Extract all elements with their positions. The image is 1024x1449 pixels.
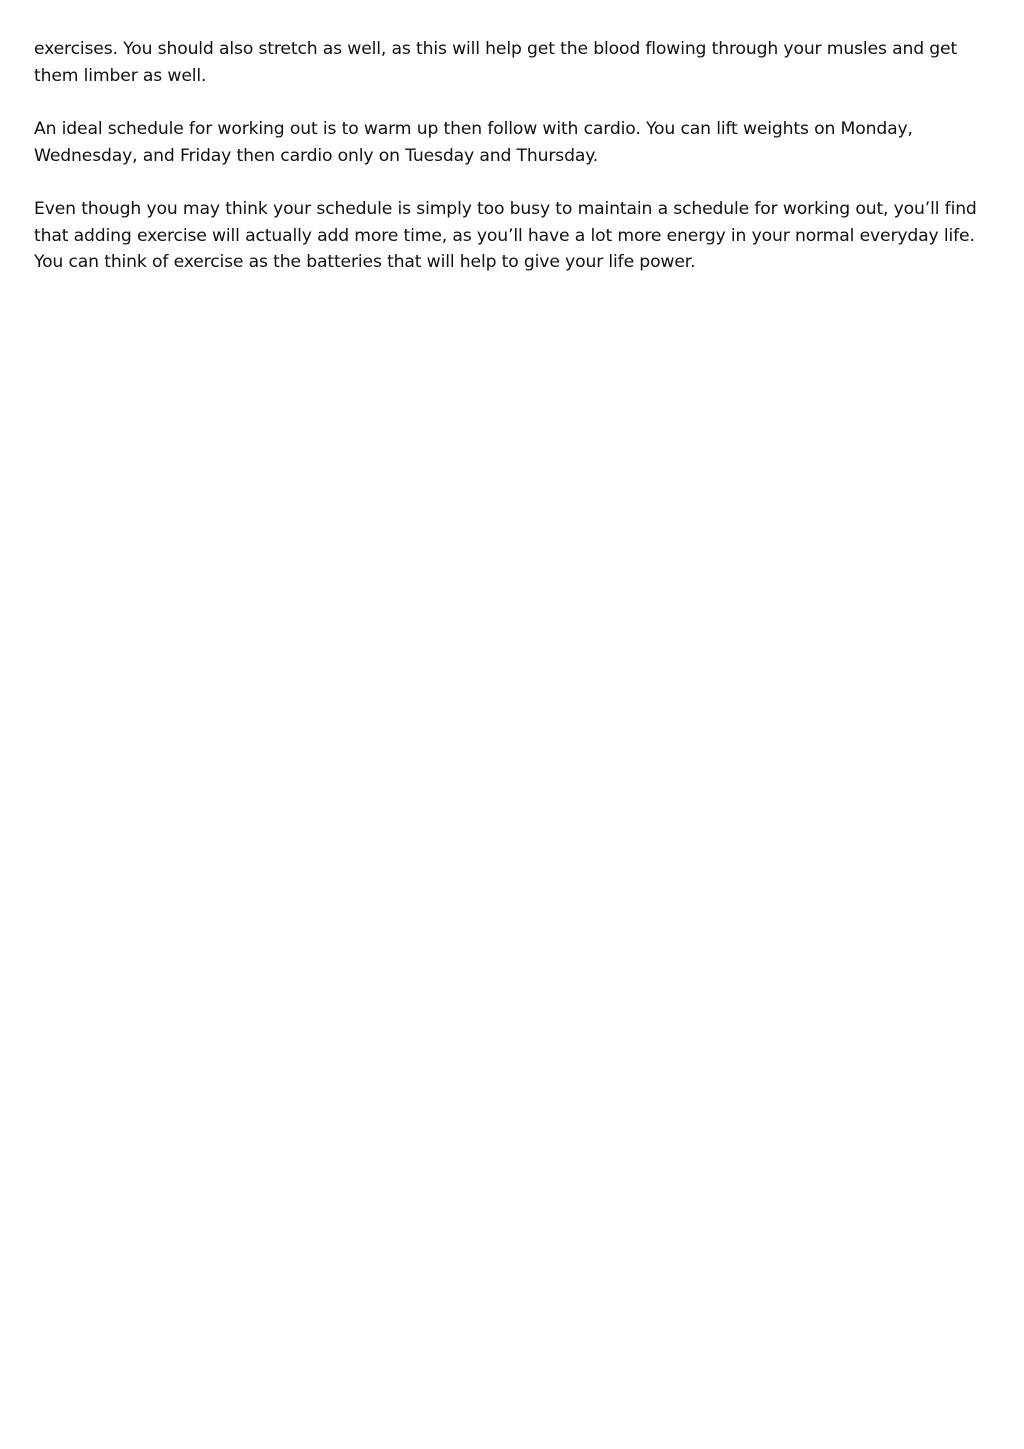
paragraph-ideal-schedule: An ideal schedule for working out is to warm up then follow with cardio. You can lift weights on Monday, Wednesday, and Friday then cardio only on Tuesday and Thursday.: [34, 119, 913, 166]
paragraph-stretching: exercises. You should also stretch as well, as this will help get the blood flowing through your musles and get them limber as well.: [34, 39, 958, 86]
document-page: [34, 36, 992, 303]
paragraph-busy-schedule: Even though you may think your schedule is simply too busy to maintain a schedule for working out, you’ll find that adding exercise will actually add more time, as you’ll have a lot more energy in your normal everyday life. You can think of exercise as the batteries that will help to give your life power.: [34, 199, 977, 272]
